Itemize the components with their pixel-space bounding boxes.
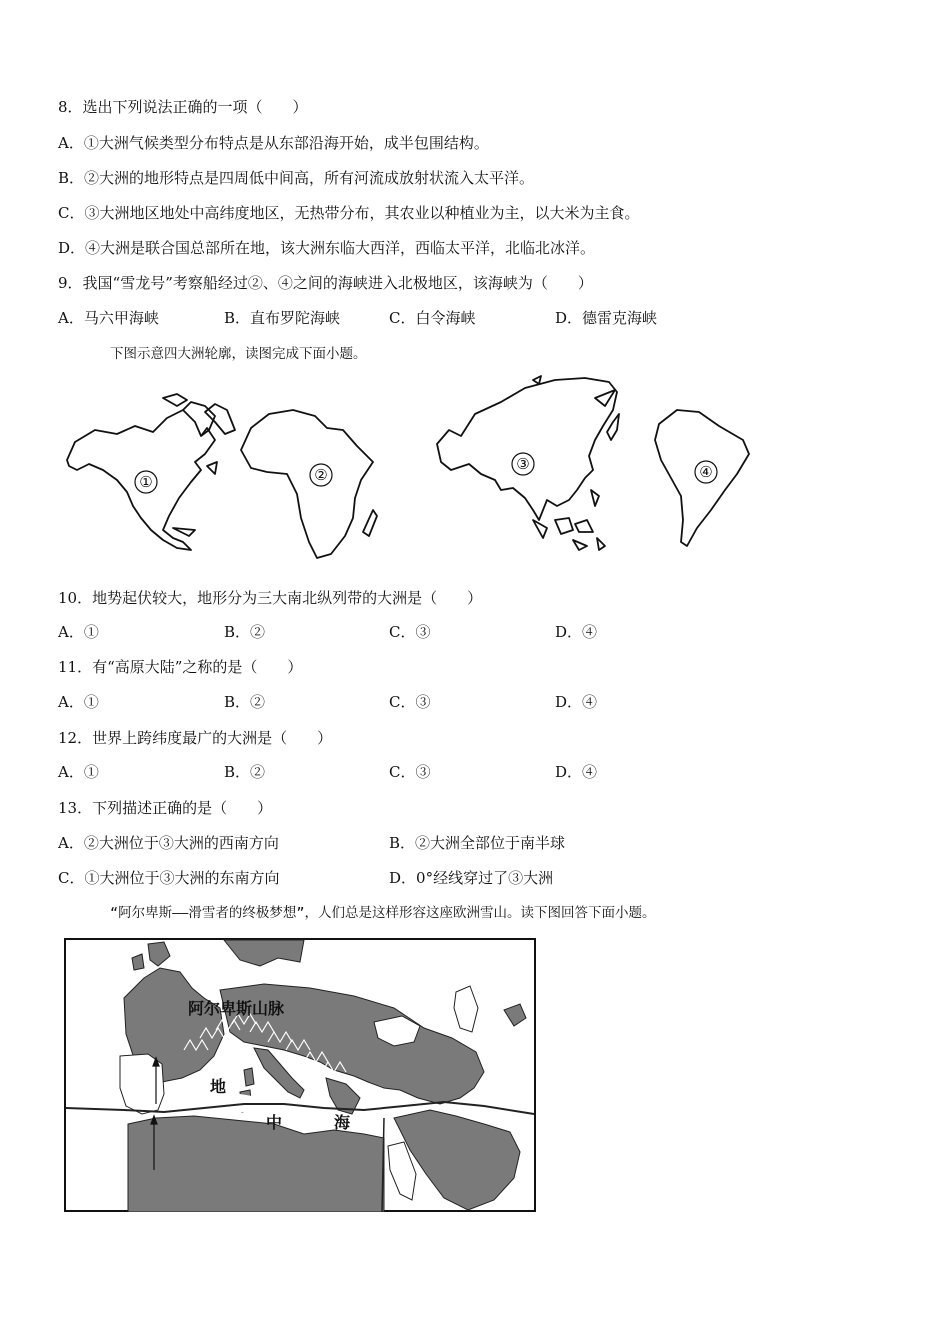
continent-label-3: ③ — [516, 455, 530, 473]
q9-option-c[interactable]: C．白令海峡 — [389, 309, 476, 327]
q9-option-b[interactable]: B．直布罗陀海峡 — [224, 309, 341, 327]
q13-option-d[interactable]: D．0°经线穿过了③大洲 — [389, 869, 554, 887]
q11-option-c[interactable]: C．③ — [389, 693, 431, 711]
q8-option-b[interactable]: B．②大洲的地形特点是四周低中间高，所有河流成放射状流入太平洋。 — [58, 169, 535, 187]
q10-option-a[interactable]: A．① — [58, 623, 99, 641]
q13-option-b[interactable]: B．②大洲全部位于南半球 — [389, 834, 566, 852]
q11-option-d[interactable]: D．④ — [555, 693, 598, 711]
intro-alps: “阿尔卑斯——滑雪者的终极梦想”，人们总是这样形容这座欧洲雪山。读下图回答下面小题。 — [110, 905, 656, 921]
continent-outline-3 — [437, 378, 617, 520]
sea-char-3: 海 — [334, 1113, 351, 1132]
alps-title: 阿尔卑斯山脉 — [188, 999, 285, 1018]
q8-option-d[interactable]: D．④大洲是联合国总部所在地，该大洲东临大西洋，西临太平洋，北临北冰洋。 — [58, 239, 596, 257]
q11-option-b[interactable]: B．② — [224, 693, 266, 711]
q10-option-c[interactable]: C．③ — [389, 623, 431, 641]
continent-outline-2 — [241, 410, 373, 558]
q13-option-c[interactable]: C．①大洲位于③大洲的东南方向 — [58, 869, 280, 887]
continent-label-2: ② — [314, 466, 328, 484]
sea-char-1: 地 — [210, 1077, 227, 1096]
q8-option-a[interactable]: A．①大洲气候类型分布特点是从东部沿海开始，成半包围结构。 — [58, 134, 489, 152]
q12-option-c[interactable]: C．③ — [389, 763, 431, 781]
q12-stem: 12．世界上跨纬度最广的大洲是（ ） — [58, 729, 333, 747]
q12-option-d[interactable]: D．④ — [555, 763, 598, 781]
q10-stem: 10．地势起伏较大，地形分为三大南北纵列带的大洲是（ ） — [58, 589, 483, 607]
q10-option-d[interactable]: D．④ — [555, 623, 598, 641]
q8-stem: 8．选出下列说法正确的一项（ ） — [58, 98, 308, 116]
q12-option-a[interactable]: A．① — [58, 763, 99, 781]
q11-stem: 11．有“高原大陆”之称的是（ ） — [58, 658, 303, 676]
q8-option-c[interactable]: C．③大洲地区地处中高纬度地区，无热带分布，其农业以种植业为主，以大米为主食。 — [58, 204, 640, 222]
q9-option-d[interactable]: D．德雷克海峡 — [555, 309, 658, 327]
q9-option-a[interactable]: A．马六甲海峡 — [58, 309, 159, 327]
q10-option-b[interactable]: B．② — [224, 623, 266, 641]
alps-map — [64, 938, 536, 1212]
q13-stem: 13．下列描述正确的是（ ） — [58, 799, 273, 817]
continents-figure — [55, 370, 765, 570]
q9-stem: 9．我国“雪龙号”考察船经过②、④之间的海峡进入北极地区，该海峡为（ ） — [58, 274, 593, 292]
continent-label-4: ④ — [699, 463, 713, 481]
intro-continents: 下图示意四大洲轮廓，读图完成下面小题。 — [110, 346, 367, 362]
q12-option-b[interactable]: B．② — [224, 763, 266, 781]
continent-label-1: ① — [139, 473, 153, 491]
q13-option-a[interactable]: A．②大洲位于③大洲的西南方向 — [58, 834, 279, 852]
sea-char-2: 中 — [266, 1113, 283, 1132]
q11-option-a[interactable]: A．① — [58, 693, 99, 711]
